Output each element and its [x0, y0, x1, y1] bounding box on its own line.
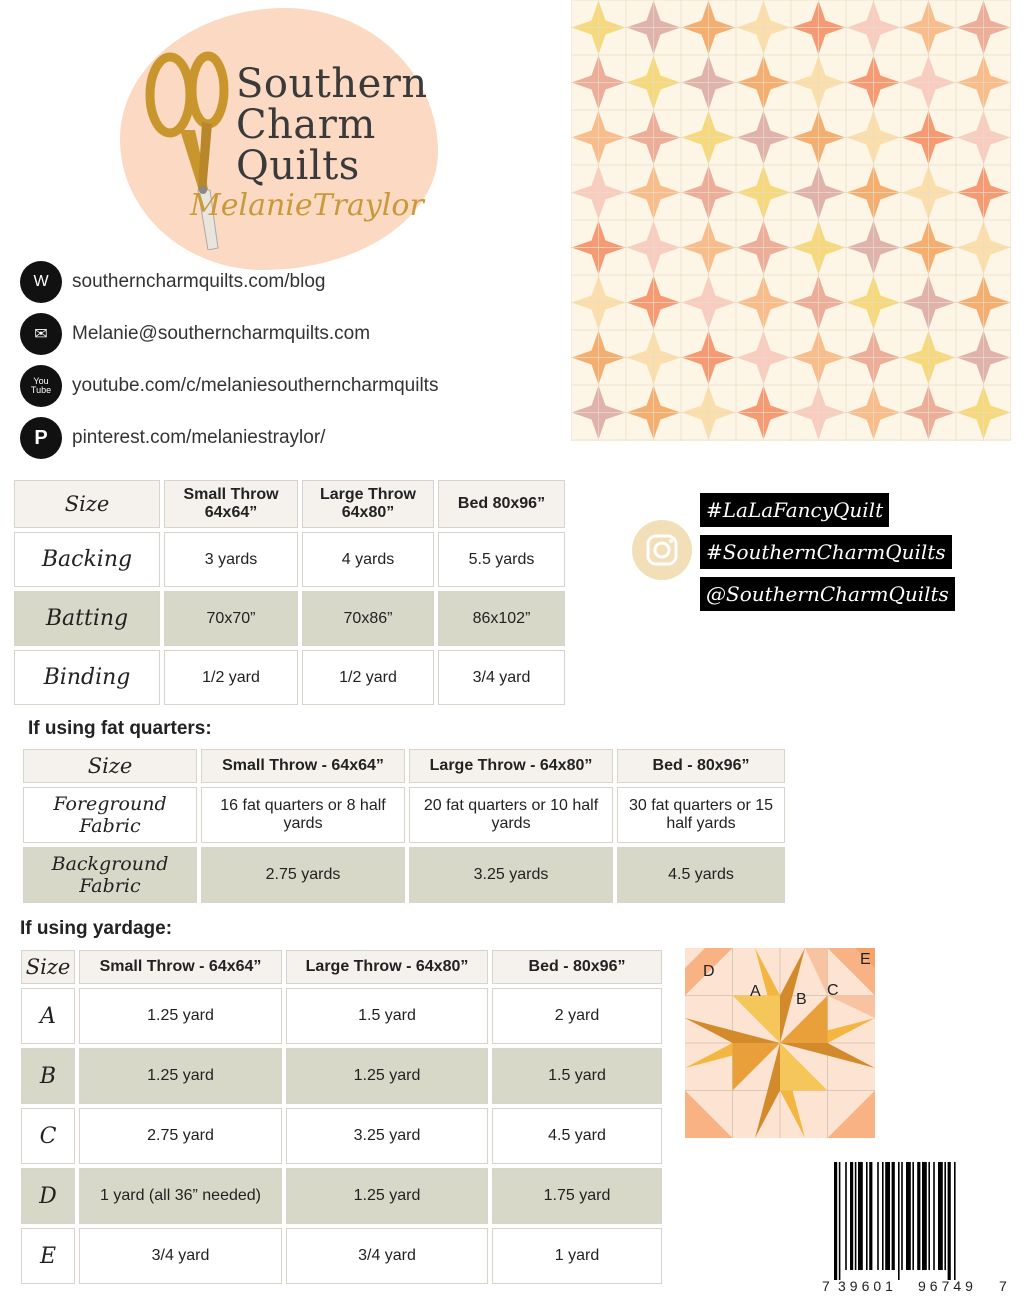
cell: 1/2 yard: [164, 650, 298, 705]
cell: 3/4 yard: [79, 1228, 282, 1284]
barcode-bar: [906, 1162, 911, 1270]
yardage-table: [17, 946, 666, 1288]
row-label-b: B: [21, 1048, 75, 1104]
barcode-bar: [877, 1162, 879, 1270]
cell: 30 fat quarters or 15 half yards: [617, 787, 785, 843]
size-header: Size: [14, 480, 160, 528]
barcode-bar: [954, 1162, 956, 1280]
small-throw-header: Small Throw - 64x64”: [201, 749, 405, 783]
cell: 4 yards: [302, 532, 434, 587]
cell: 16 fat quarters or 8 half yards: [201, 787, 405, 843]
brand-name: [236, 61, 428, 189]
cell: 2.75 yards: [201, 847, 405, 903]
row-label-binding: Binding: [14, 650, 160, 705]
bed-header: Bed 80x96”: [438, 480, 565, 528]
cell: 70x70”: [164, 591, 298, 646]
contact-youtube-text[interactable]: youtube.com/c/melaniesoutherncharmquilts: [72, 375, 439, 396]
cell: 2 yard: [492, 988, 662, 1044]
cell: 1.75 yard: [492, 1168, 662, 1224]
hashtag-3[interactable]: @SouthernCharmQuilts: [700, 577, 955, 611]
barcode-group-2: 96749: [918, 1278, 977, 1294]
barcode-bar: [917, 1162, 920, 1270]
cell: 1.5 yard: [286, 988, 488, 1044]
cell: 3.25 yards: [409, 847, 613, 903]
barcode-group-1: 39601: [838, 1278, 897, 1294]
cell: 3/4 yard: [286, 1228, 488, 1284]
pinterest-icon: P: [20, 417, 62, 459]
fat-quarters-table: [19, 745, 789, 907]
barcode-bar: [933, 1162, 935, 1270]
row-label-a: A: [21, 988, 75, 1044]
cell: 5.5 yards: [438, 532, 565, 587]
contact-pinterest-text[interactable]: pinterest.com/melaniestraylor/: [72, 427, 326, 448]
brand-line-3: Quilts: [236, 143, 360, 189]
cell: 70x86”: [302, 591, 434, 646]
contact-youtube[interactable]: [20, 365, 438, 407]
barcode-bar: [922, 1162, 927, 1270]
backing-table: [10, 476, 569, 709]
barcode-bar: [858, 1162, 863, 1270]
barcode-check: 7: [999, 1278, 1007, 1294]
barcode-bar: [850, 1162, 853, 1270]
large-throw-header: Large Throw - 64x80”: [286, 950, 488, 984]
cell: 2.75 yard: [79, 1108, 282, 1164]
cell: 1/2 yard: [302, 650, 434, 705]
brand-line-2: Charm: [236, 102, 376, 148]
yardage-title: If using yardage:: [20, 918, 173, 939]
cell: 86x102”: [438, 591, 565, 646]
cell: 3.25 yard: [286, 1108, 488, 1164]
quilt-image: [571, 0, 1011, 441]
cell: 3/4 yard: [438, 650, 565, 705]
cell: 4.5 yards: [617, 847, 785, 903]
row-label-c: C: [21, 1108, 75, 1164]
block-label-a: A: [750, 983, 761, 1000]
cell: 1.25 yard: [79, 1048, 282, 1104]
block-label-d: D: [703, 963, 715, 980]
barcode-bar: [869, 1162, 872, 1270]
row-label-e: E: [21, 1228, 75, 1284]
size-header: Size: [21, 950, 75, 984]
small-throw-header: Small Throw 64x64”: [164, 480, 298, 528]
youtube-icon: You Tube: [20, 365, 62, 407]
barcode-bar: [882, 1162, 884, 1270]
block-label-c: C: [827, 982, 839, 999]
barcode-lead: 7: [822, 1278, 830, 1294]
barcode-bar: [845, 1162, 847, 1270]
cell: 1.25 yard: [79, 988, 282, 1044]
cell: 1 yard: [492, 1228, 662, 1284]
bed-header: Bed - 80x96”: [492, 950, 662, 984]
hashtag-1[interactable]: #LaLaFancyQuilt: [700, 493, 889, 527]
large-throw-header: Large Throw 64x80”: [302, 480, 434, 528]
size-header: Size: [23, 749, 197, 783]
barcode-bar: [855, 1162, 857, 1270]
hashtag-2[interactable]: #SouthernCharmQuilts: [700, 535, 952, 569]
website-icon: W: [20, 261, 62, 303]
barcode-bar: [938, 1162, 943, 1270]
cell: 1.25 yard: [286, 1048, 488, 1104]
barcode-bar: [901, 1162, 903, 1270]
contact-email[interactable]: [20, 313, 370, 355]
barcode-bar: [898, 1162, 900, 1280]
barcode-bar: [948, 1162, 951, 1280]
large-throw-header: Large Throw - 64x80”: [409, 749, 613, 783]
block-label-b: B: [796, 991, 807, 1008]
barcode-bar: [912, 1162, 914, 1270]
barcode-bar: [928, 1162, 930, 1270]
cell: 1.25 yard: [286, 1168, 488, 1224]
designer-signature: MelanieTraylor: [190, 188, 424, 223]
row-label-batting: Batting: [14, 591, 160, 646]
contact-email-text[interactable]: Melanie@southerncharmquilts.com: [72, 323, 371, 344]
block-label-e: E: [860, 951, 871, 968]
row-label-d: D: [21, 1168, 75, 1224]
row-label-foreground: Foreground Fabric: [23, 787, 197, 843]
fat-quarters-title: If using fat quarters:: [28, 718, 212, 739]
small-throw-header: Small Throw - 64x64”: [79, 950, 282, 984]
barcode-bar: [866, 1162, 868, 1270]
cell: 1.5 yard: [492, 1048, 662, 1104]
bed-header: Bed - 80x96”: [617, 749, 785, 783]
cell: 4.5 yard: [492, 1108, 662, 1164]
row-label-backing: Backing: [14, 532, 160, 587]
email-icon: ✉: [20, 313, 62, 355]
barcode-bar: [834, 1162, 837, 1280]
barcode-bar: [944, 1162, 946, 1270]
barcode-bar: [892, 1162, 895, 1270]
contact-pinterest[interactable]: [20, 417, 325, 459]
instagram-icon: [632, 520, 692, 580]
row-label-background: Background Fabric: [23, 847, 197, 903]
contact-website[interactable]: [20, 261, 325, 303]
barcode: [820, 1162, 1010, 1292]
cell: 20 fat quarters or 10 half yards: [409, 787, 613, 843]
brand-line-1: Southern: [236, 61, 428, 107]
cell: 1 yard (all 36” needed): [79, 1168, 282, 1224]
barcode-bar: [839, 1162, 841, 1280]
contact-website-text[interactable]: southerncharmquilts.com/blog: [72, 271, 326, 292]
cell: 3 yards: [164, 532, 298, 587]
barcode-bar: [885, 1162, 890, 1270]
